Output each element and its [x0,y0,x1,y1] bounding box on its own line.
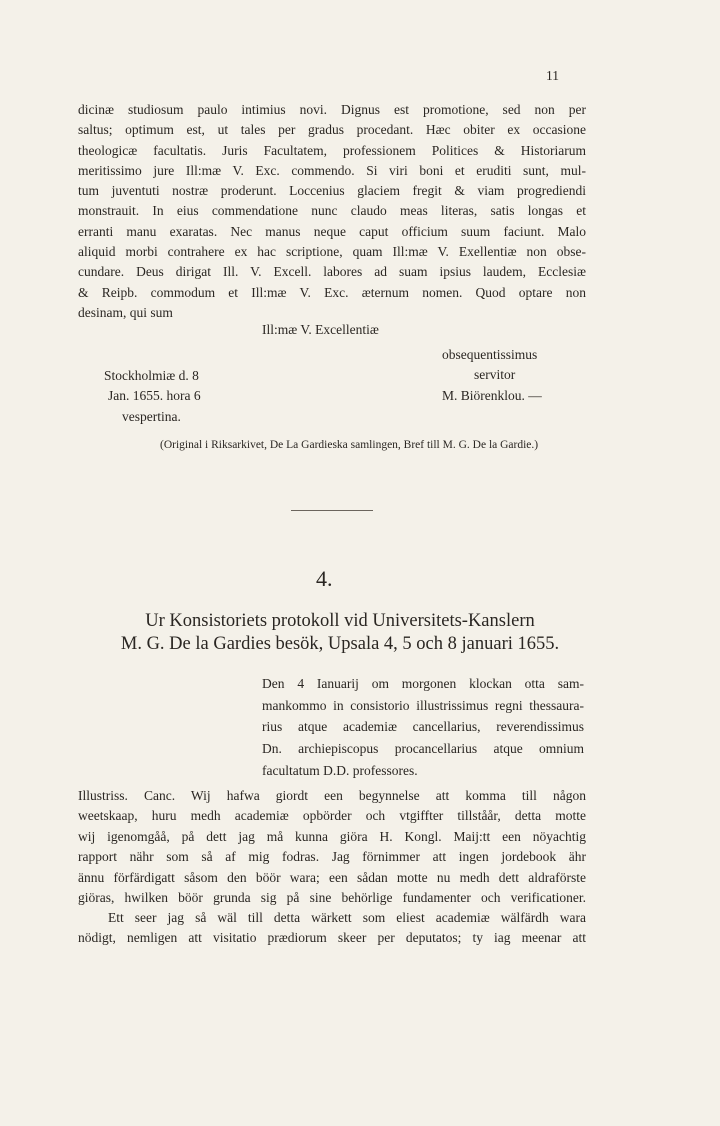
text-line: & Reipb. commodum et Ill:mæ V. Exc. æternum nomen. Quod optare non [78,284,586,300]
text-line: Den 4 Ianuarij om morgonen klockan otta sam- [262,676,584,691]
section-title [92,610,588,656]
source-note: (Original i Riksarkivet, De La Gardieska samlingen, Bref till M. G. De la Gardie.) [160,439,539,451]
text-line: giöras, hwilken böör grunda sig på sine behörlige fundamenter och verificationer. [78,890,586,906]
text-line: erranti manu exaratas. Nec manus neque caput officium suum faciunt. Malo [78,223,586,239]
section-divider [291,510,373,511]
section-title-line: M. G. De la Gardies besök, Upsala 4, 5 och 8 januari 1655. [120,634,560,654]
protocol-paragraph-2 [78,908,586,949]
text-line: Dn. archiepiscopus procancellarius atque omnium [262,741,584,757]
section-number: 4. [316,566,333,591]
text-line: theologicæ facultatis. Juris Facultatem, professionem Politices & Historiarum [78,142,586,158]
text-line: wij igenomgåå, på dett jag må kunna giöra H. Kongl. Maij:tt een nöyachtig [78,828,586,844]
text-line: dicinæ studiosum paulo intimius novi. Dignus est promotione, sed non per [78,102,586,117]
text-line: Ett seer jag så wäl till detta wärkett som eliest academiæ wälfärdh wara [108,910,586,925]
protocol-paragraph-1 [78,786,586,908]
place-line: Stockholmiæ d. 8 [104,368,199,383]
text-line: nödigt, nemligen att visitatio prædiorum skeer per deputatos; ty iag meenar att [78,930,586,946]
letter-body [78,100,586,323]
text-line: tum juventuti nostræ proderunt. Loccenius glaciem fregit & viam progrediendi [78,183,586,199]
text-line: aliquid morbi contrahere ex hac scriptione, quam Ill:mæ V. Exellentiæ non obse- [78,244,586,260]
sender-line: M. Biörenklou. — [442,387,542,403]
text-line: desinam, qui sum [78,304,173,320]
text-line: meritissimo jure Ill:mæ V. Exc. commendo. Si viri boni et eruditi sunt, mul- [78,162,586,178]
sender-line: obsequentissimus [442,347,538,362]
text-line: weetskaap, huru medh academiæ opbörder och vtgiffter tillståår, detta motte [78,808,586,824]
section-title-line: Ur Konsistoriets protokoll vid Universitets-Kanslern [145,611,535,631]
text-line: ännu förfärdigatt såsom den böör wara; een sådan motte nu medh dett aldraförste [78,869,586,885]
text-line: mankommo in consistorio illustrissimus regni thessaura- [262,697,584,713]
section-intro [262,673,584,782]
text-line: Illustriss. Canc. Wij hafwa giordt een begynnelse att komma till någon [78,788,586,803]
text-line: rapport nähr som så af mig fodras. Jag förnimmer att ingen jordebook ähr [78,849,586,865]
place-line: Jan. 1655. hora 6 [108,388,201,404]
text-line: monstrauit. In eius commendatione nunc claudo meas literas, satis longas et [78,203,586,219]
text-line: facultatum D.D. professores. [262,762,418,778]
page-number: 11 [546,68,559,83]
text-line: saltus; optimum est, ut tales per gradus procedant. Hæc obiter ex occasione [78,122,586,138]
text-line: rius atque academiæ cancellarius, reverendissimus [262,719,584,735]
letter-sender [442,345,542,406]
place-line: vespertina. [122,408,181,424]
letter-closing: Ill:mæ V. Excellentiæ [262,322,379,337]
sender-line: servitor [474,367,516,383]
text-line: cundare. Deus dirigat Ill. V. Excell. labores ad suam ipsius laudem, Ecclesiæ [78,264,586,280]
letter-place-date [104,366,201,427]
